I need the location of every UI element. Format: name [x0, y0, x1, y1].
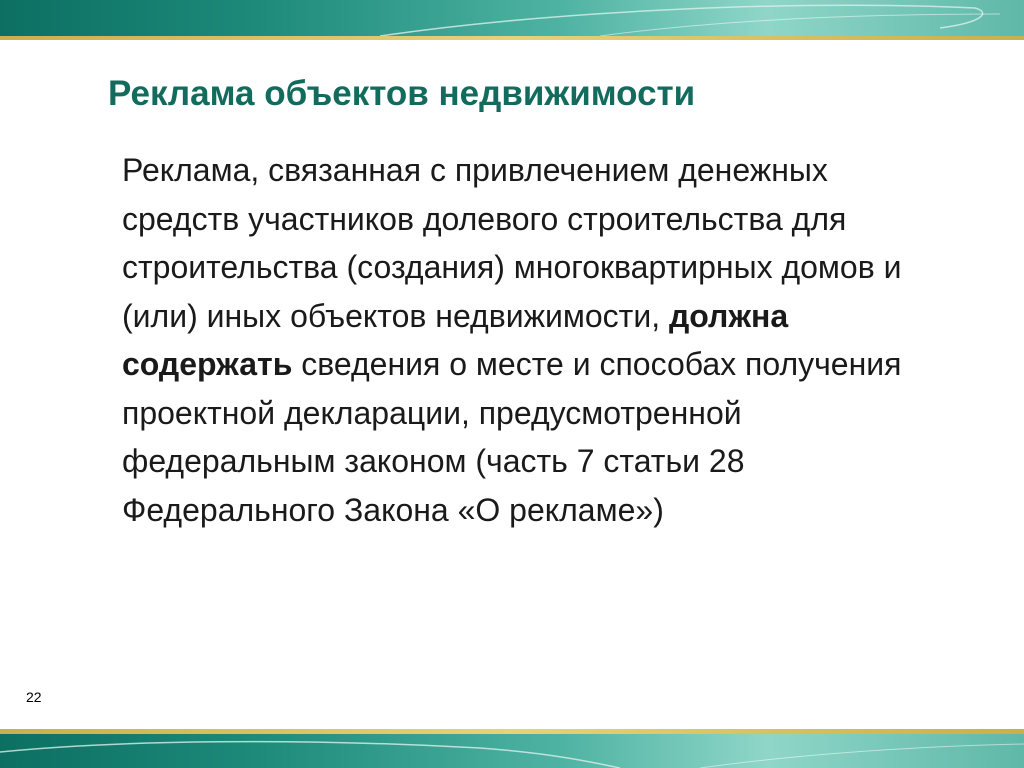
slide-body-text — [122, 146, 942, 534]
top-decorative-band — [0, 0, 1024, 36]
top-gold-stripe — [0, 36, 1024, 40]
slide-title: Реклама объектов недвижимости — [108, 74, 696, 113]
body-text-bold: должна содержать — [122, 297, 789, 382]
bottom-decorative-band — [0, 734, 1024, 768]
top-band-swirl — [0, 0, 1024, 36]
bottom-band-swirl — [0, 734, 1024, 768]
body-text-part-2: сведения о месте и способах получения проектной декларации, предусмотренной федеральным законом (часть 7 статьи 28 Федерального Закона «О рекламе») — [122, 346, 902, 528]
page-number: 22 — [26, 689, 42, 705]
body-text-part-1: Реклама, связанная с привлечением денежных средств участников долевого строительства для строительства (создания) многоквартирных домов и (или) иных объектов недвижимости, — [122, 152, 902, 334]
